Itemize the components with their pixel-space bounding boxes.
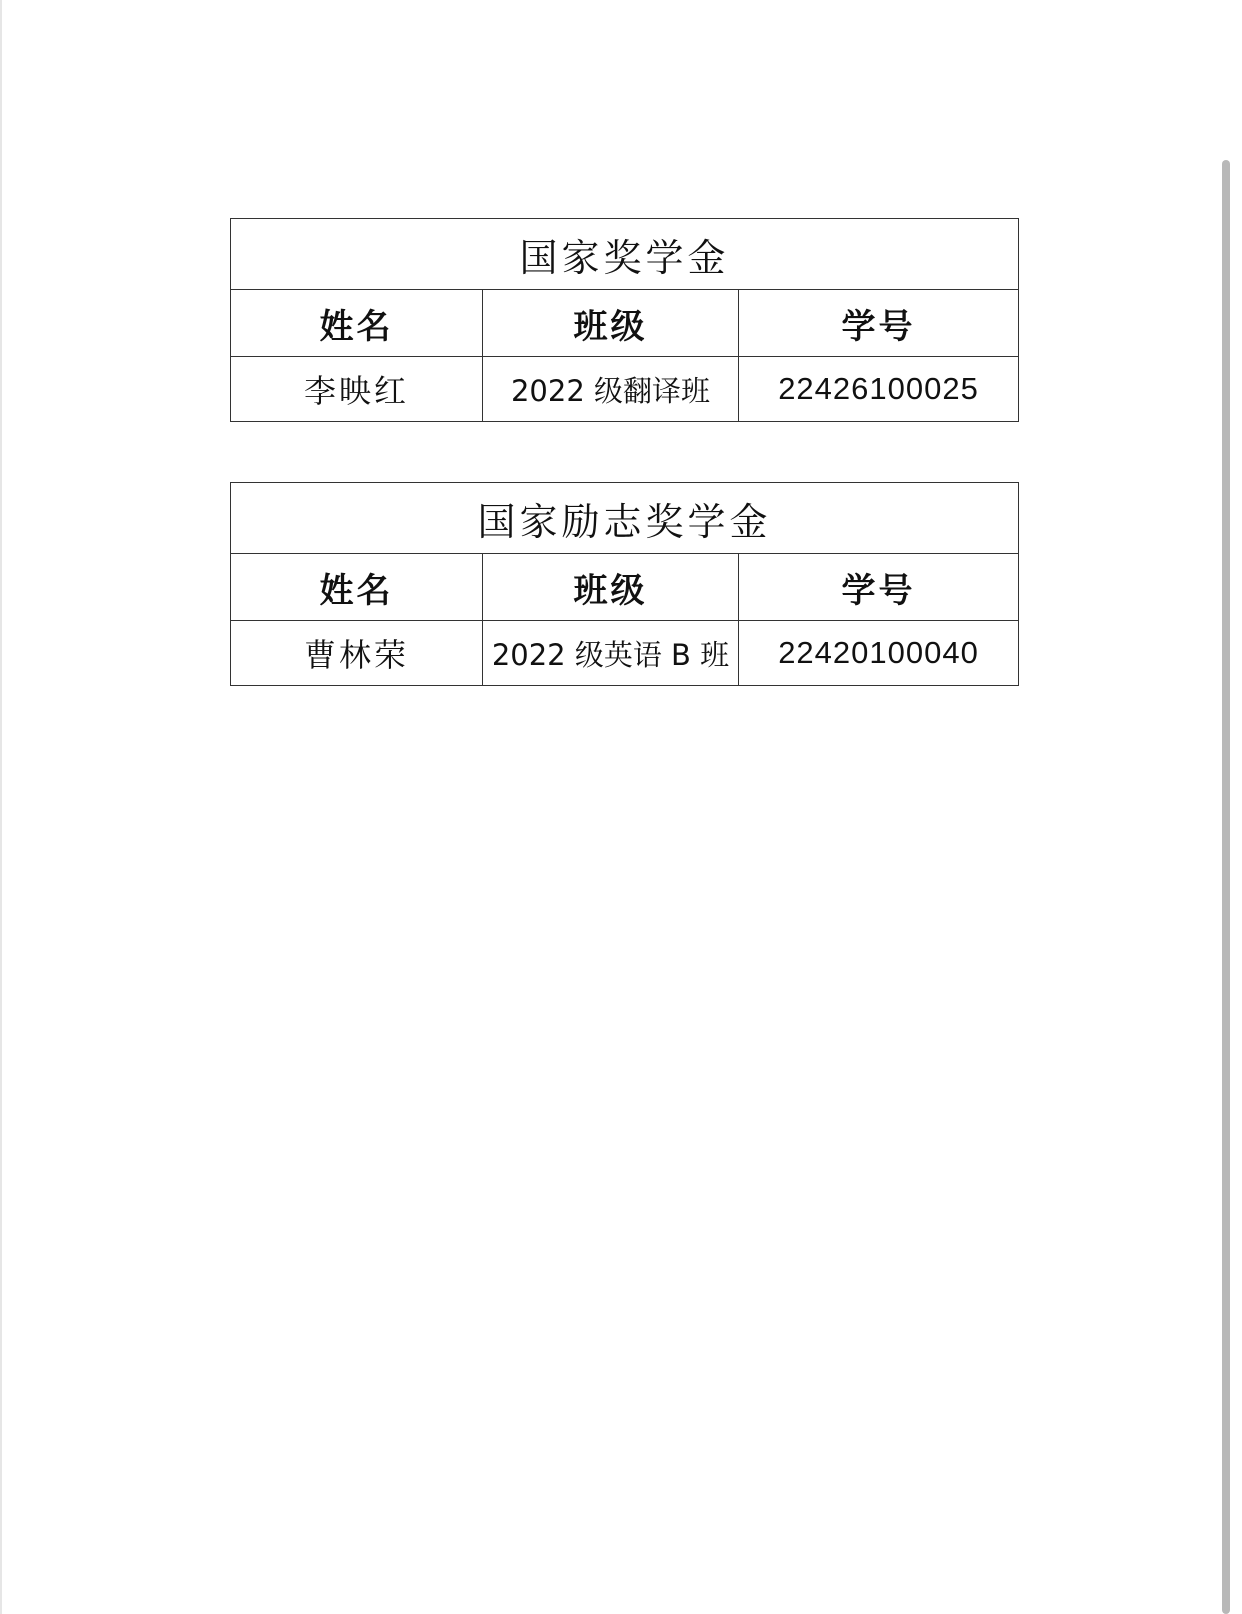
student-id: 22426100025: [739, 357, 1019, 422]
student-class: 2022 级英语 B 班: [483, 621, 739, 686]
scrollbar-thumb[interactable]: [1222, 160, 1230, 1614]
vertical-scrollbar[interactable]: [1212, 0, 1242, 1614]
column-header-name: 姓名: [231, 290, 483, 357]
national-scholarship-table: [230, 218, 1019, 422]
student-id: 22420100040: [739, 621, 1019, 686]
column-header-student-id: 学号: [739, 290, 1019, 357]
table-row: [231, 621, 1019, 686]
table-title: 国家奖学金: [231, 219, 1019, 290]
national-encouragement-scholarship-table: [230, 482, 1019, 686]
student-class: 2022 级翻译班: [483, 357, 739, 422]
column-header-student-id: 学号: [739, 554, 1019, 621]
student-name: 李映红: [231, 357, 483, 422]
table-title: 国家励志奖学金: [231, 483, 1019, 554]
table-row: [231, 357, 1019, 422]
column-header-class: 班级: [483, 554, 739, 621]
page-left-edge: [0, 0, 2, 1614]
column-header-class: 班级: [483, 290, 739, 357]
student-name: 曹林荣: [231, 621, 483, 686]
column-header-name: 姓名: [231, 554, 483, 621]
